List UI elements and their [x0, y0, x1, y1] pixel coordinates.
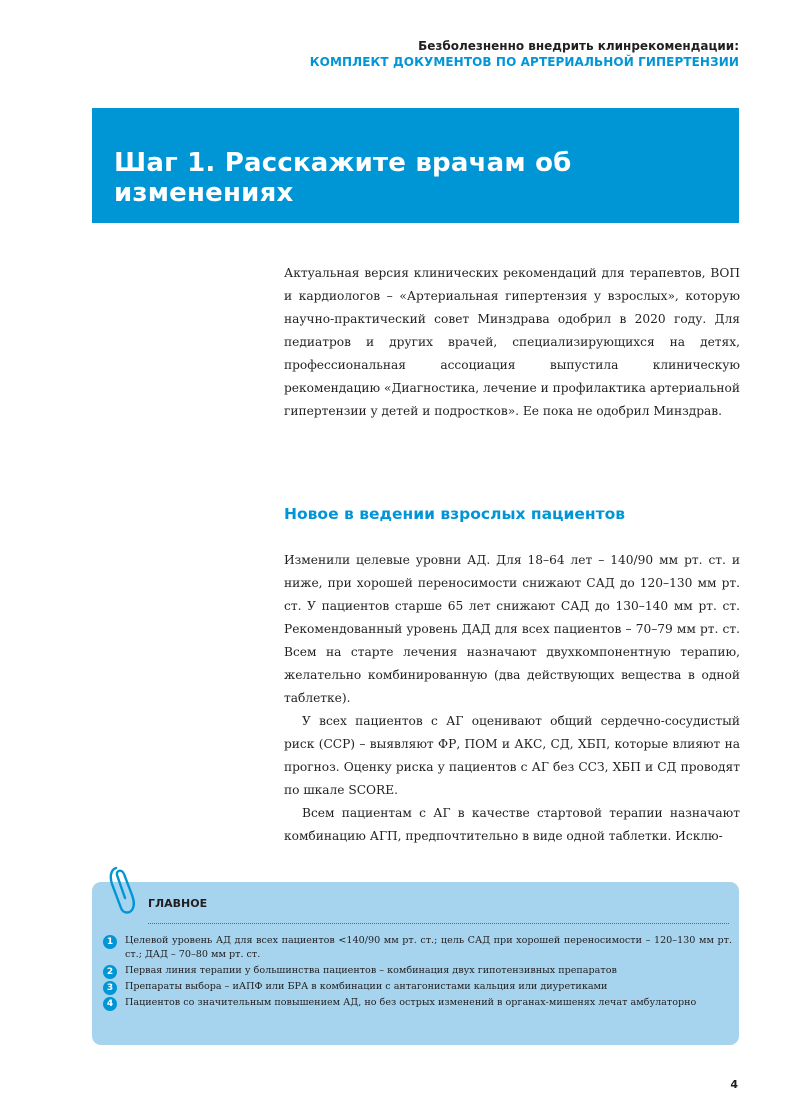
list-item-text: Пациентов со значительным повышением АД, но без острых изменений в органах-мишенях лечат амбулаторно: [125, 997, 697, 1008]
header-subtitle: Безболезненно внедрить клинрекомендации:: [418, 39, 739, 53]
number-badge: 2: [103, 965, 117, 979]
section-paragraph: Изменили целевые уровни АД. Для 18–64 лет – 140/90 мм рт. ст. и ниже, при хорошей переносимости снижают САД до 120–130 мм рт. ст. У пациентов старше 65 лет снижают САД до 130–140 мм рт. ст. Рекомендованный уровень ДАД для всех пациентов – 70–79 мм рт. ст. Всем на старте лечения назначают двухкомпонентную терапию, желательно комбинированную (два действующих вещества в одной таблетке).: [284, 553, 740, 705]
list-item-text: Препараты выбора – иАПФ или БРА в комбинации с антагонистами кальция или диуретиками: [125, 981, 608, 992]
number-badge: 3: [103, 981, 117, 995]
list-item: [92, 996, 732, 1010]
section-paragraph: У всех пациентов с АГ оценивают общий сердечно-сосудистый риск (ССР) – выявляют ФР, ПОМ и АКС, СД, ХБП, которые влияют на прогноз. Оценку риска у пациентов с АГ без ССЗ, ХБП и СД проводят по шкале SCORE.: [284, 714, 740, 797]
list-item: [92, 934, 732, 962]
number-badge: 1: [103, 935, 117, 949]
header-title: КОМПЛЕКТ ДОКУМЕНТОВ ПО АРТЕРИАЛЬНОЙ ГИПЕРТЕНЗИИ: [309, 55, 739, 69]
list-item: [92, 980, 732, 994]
list-item-text: Первая линия терапии у большинства пациентов – комбинация двух гипотензивных препаратов: [125, 965, 617, 976]
dotted-divider: [148, 923, 729, 924]
running-header: [310, 38, 739, 70]
key-points-list: [92, 934, 732, 1012]
list-item: [92, 964, 732, 978]
list-item-text: Целевой уровень АД для всех пациентов <140/90 мм рт. ст.; цель САД при хорошей переносимости – 120–130 мм рт. ст.; ДАД – 70–80 мм рт. ст.: [125, 935, 732, 960]
number-badge: 4: [103, 997, 117, 1011]
key-points-title: ГЛАВНОЕ: [148, 897, 208, 910]
paperclip-icon: [106, 862, 142, 922]
page-number: 4: [730, 1078, 738, 1091]
key-points-box: [92, 882, 739, 1045]
step-banner: [92, 108, 739, 223]
intro-block: [284, 262, 740, 423]
section-body: [284, 549, 740, 848]
intro-paragraph: Актуальная версия клинических рекомендаций для терапевтов, ВОП и кардиологов – «Артериальная гипертензия у взрослых», которую научно-практический совет Минздрава одобрил в 2020 году. Для педиатров и других врачей, специализирующихся на детях, профессиональная ассоциация выпустила клиническую рекомендацию «Диагностика, лечение и профилактика артериальной гипертензии у детей и подростков». Ее пока не одобрил Минздрав.: [284, 266, 740, 418]
section-heading: Новое в ведении взрослых пациентов: [284, 505, 626, 523]
section-paragraph: Всем пациентам с АГ в качестве стартовой терапии назначают комбинацию АГП, предпочтительно в виде одной таблетки. Исклю-: [284, 806, 740, 843]
step-title: Шаг 1. Расскажите врачам об изменениях: [114, 148, 572, 208]
